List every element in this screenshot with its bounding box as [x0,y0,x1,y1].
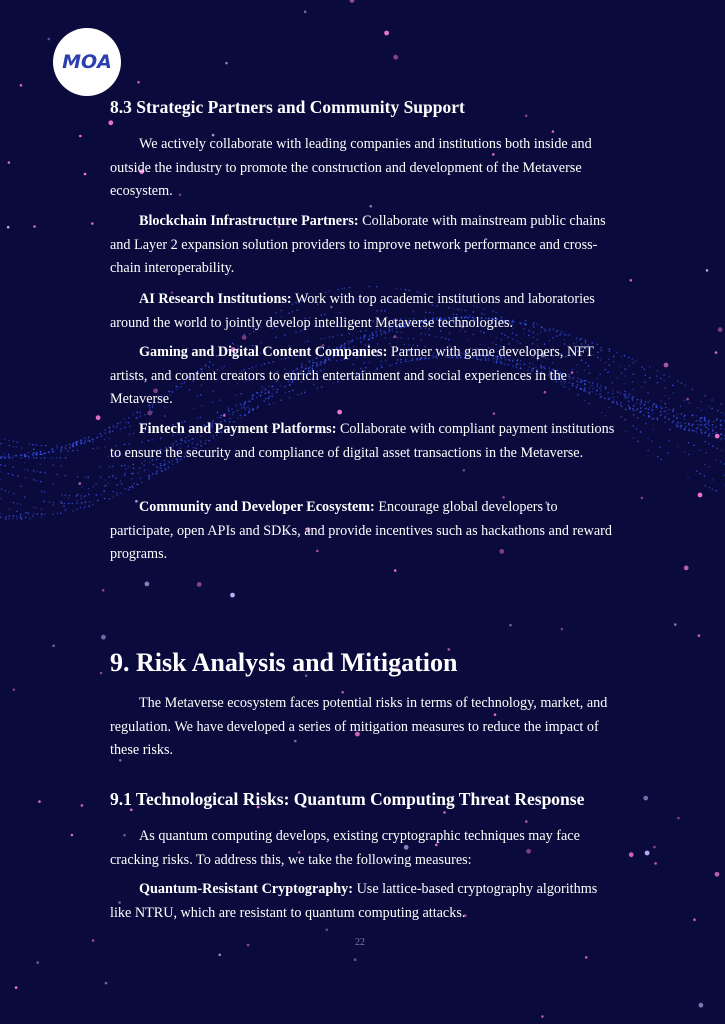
measure-item-quantum-resistant [110,878,620,925]
item-text: Partner with game developers, NFT artists, and content creators to enrich entertainment and social experiences in the Metaverse. [110,344,594,407]
moa-logo [53,28,121,96]
partner-item-blockchain [110,210,620,281]
page-number: 22 [355,937,365,948]
partner-item-fintech [110,418,620,465]
section-9-heading: 9. Risk Analysis and Mitigation [110,648,458,677]
item-term: Gaming and Digital Content Companies: [139,344,388,360]
item-term: Quantum-Resistant Cryptography: [139,881,354,897]
logo-text: MOA [62,51,112,73]
item-term: AI Research Institutions: [139,291,292,307]
item-term: Blockchain Infrastructure Partners: [139,213,359,229]
partner-item-community [110,496,620,567]
partner-item-gaming [110,341,620,412]
item-text: Use lattice-based cryptography algorithms like NTRU, which are resistant to quantum computing attacks. [110,881,598,921]
section-9-1-intro: As quantum computing develops, existing cryptographic techniques may face cracking risks. To address this, we take the following measures: [110,828,580,868]
item-term: Fintech and Payment Platforms: [139,421,337,437]
section-8-3-heading: 8.3 Strategic Partners and Community Support [110,97,465,117]
item-text: Work with top academic institutions and laboratories around the world to jointly develop intelligent Metaverse technologies. [110,291,595,331]
item-term: Community and Developer Ecosystem: [139,499,375,515]
partner-item-ai [110,288,620,335]
item-text: Encourage global developers to participate, open APIs and SDKs, and provide incentives such as hackathons and reward programs. [110,499,612,562]
item-text: Collaborate with compliant payment institutions to ensure the security and compliance of digital asset transactions in the Metaverse. [110,421,615,461]
section-9-intro: The Metaverse ecosystem faces potential risks in terms of technology, market, and regulation. We have developed a series of mitigation measures to reduce the impact of these risks. [110,695,608,758]
section-8-3-intro: We actively collaborate with leading companies and institutions both inside and outside the industry to promote the construction and development of the Metaverse ecosystem. [110,136,592,199]
item-text: Collaborate with mainstream public chains and Layer 2 expansion solution providers to improve network performance and cross-chain interoperability. [110,213,606,276]
section-9-1-heading: 9.1 Technological Risks: Quantum Computing Threat Response [110,789,585,809]
